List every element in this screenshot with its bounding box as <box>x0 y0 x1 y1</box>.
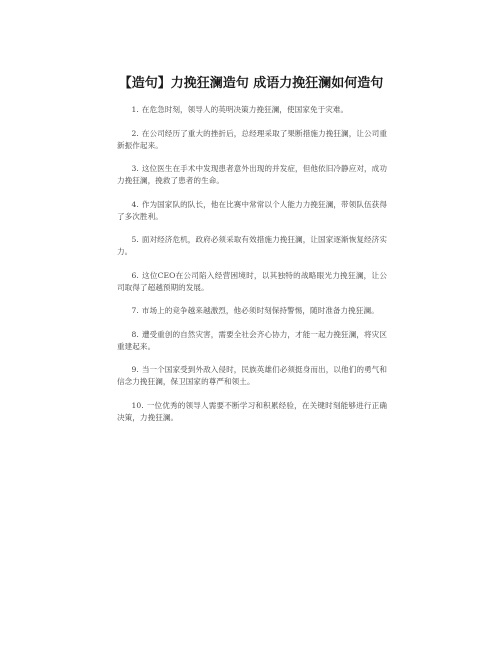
item-number: 5. <box>131 235 139 244</box>
list-item <box>117 104 387 116</box>
list-item <box>117 305 387 317</box>
item-number: 6. <box>131 270 139 280</box>
item-number: 3. <box>131 164 139 173</box>
item-number: 8. <box>131 329 139 339</box>
item-text: 在公司经历了重大的挫折后，总经理采取了果断措施力挽狂澜，让公司重新振作起来。 <box>117 128 387 150</box>
item-text: 这位医生在手术中发现患者意外出现的并发症，但他依旧冷静应对，成功力挽狂澜，挽救了患者的生命。 <box>117 164 387 185</box>
list-item <box>117 234 387 258</box>
sentence-list <box>117 104 387 435</box>
item-text: 作为国家队的队长，他在比赛中常常以个人能力力挽狂澜，带领队伍获得了多次胜利。 <box>117 199 387 221</box>
item-text: 这位CEO在公司陷入经营困境时，以其独特的战略眼光力挽狂澜，让公司取得了超越预期的发展。 <box>117 270 387 292</box>
list-item <box>117 400 387 424</box>
item-number: 10. <box>131 400 144 410</box>
item-text: 遭受重创的自然灾害，需要全社会齐心协力，才能一起力挽狂澜，将灾区重建起来。 <box>117 329 387 351</box>
item-text: 市场上的竞争越来越激烈，他必须时刻保持警惕，随时准备力挽狂澜。 <box>141 306 379 315</box>
list-item <box>117 163 387 187</box>
item-number: 1. <box>131 105 139 114</box>
item-text: 在危急时刻，领导人的英明决策力挽狂澜，使国家免于灾难。 <box>141 105 349 114</box>
list-item <box>117 128 387 152</box>
item-number: 2. <box>131 128 139 138</box>
list-item <box>117 199 387 223</box>
item-number: 9. <box>131 365 139 374</box>
list-item <box>117 329 387 353</box>
item-number: 4. <box>131 199 139 209</box>
item-number: 7. <box>131 306 139 315</box>
list-item <box>117 270 387 294</box>
list-item <box>117 364 387 388</box>
item-text: 一位优秀的领导人需要不断学习和积累经验，在关键时刻能够进行正确决策，力挽狂澜。 <box>117 400 387 422</box>
item-text: 当一个国家受到外敌入侵时，民族英雄们必须挺身而出，以他们的勇气和信念力挽狂澜，保卫国家的尊严和领土。 <box>117 365 387 386</box>
item-text: 面对经济危机，政府必须采取有效措施力挽狂澜，让国家逐渐恢复经济实力。 <box>117 235 387 256</box>
page-title: 【造句】力挽狂澜造句 成语力挽狂澜如何造句 <box>118 76 384 91</box>
